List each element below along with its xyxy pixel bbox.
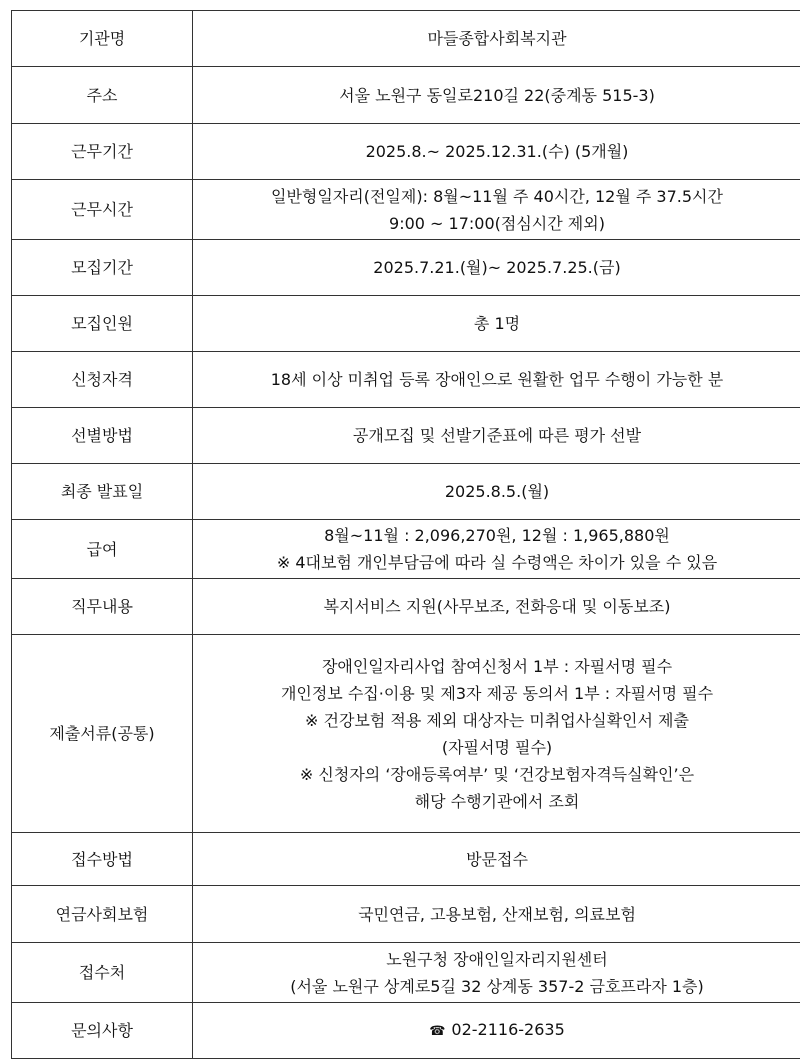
reception-line-2: (서울 노원구 상계로5길 32 상계동 357-2 금호프라자 1층) — [197, 973, 797, 1000]
address-text: 서울 노원구 동일로210길 22(중계동 515-3) — [197, 82, 797, 109]
row-insurance — [12, 886, 800, 943]
address-value — [193, 67, 800, 124]
insurance-label: 연금사회보험 — [12, 886, 193, 943]
insurance-value — [193, 886, 800, 943]
selection-text: 공개모집 및 선발기준표에 따른 평가 선발 — [197, 422, 797, 449]
inquiry-line — [197, 1016, 797, 1045]
documents-value — [193, 635, 800, 833]
recruit-period-label: 모집기간 — [12, 240, 193, 296]
reception-label: 접수처 — [12, 943, 193, 1003]
row-address — [12, 67, 800, 124]
recruit-count-value — [193, 296, 800, 352]
row-job-duties — [12, 579, 800, 635]
salary-label: 급여 — [12, 520, 193, 579]
recruit-period-value — [193, 240, 800, 296]
phone-icon: ☎ — [429, 1024, 445, 1039]
reception-value — [193, 943, 800, 1003]
work-hours-value — [193, 180, 800, 240]
documents-line-1: 장애인일자리사업 참여신청서 1부 : 자필서명 필수 — [197, 653, 797, 680]
work-period-text: 2025.8.~ 2025.12.31.(수) (5개월) — [197, 138, 797, 165]
institution-text: 마들종합사회복지관 — [197, 25, 797, 52]
documents-line-6: 해당 수행기관에서 조회 — [197, 788, 797, 815]
documents-line-5: ※ 신청자의 ‘장애등록여부’ 및 ‘건강보험자격득실확인’은 — [197, 761, 797, 788]
selection-label: 선별방법 — [12, 408, 193, 464]
row-salary — [12, 520, 800, 579]
recruitment-info-table — [11, 10, 800, 1059]
row-work-period — [12, 124, 800, 180]
row-reception — [12, 943, 800, 1003]
recruit-count-label: 모집인원 — [12, 296, 193, 352]
documents-line-4: (자필서명 필수) — [197, 734, 797, 761]
row-eligibility — [12, 352, 800, 408]
selection-value — [193, 408, 800, 464]
documents-line-3: ※ 건강보험 적용 제외 대상자는 미취업사실확인서 제출 — [197, 707, 797, 734]
row-institution — [12, 11, 800, 67]
salary-value — [193, 520, 800, 579]
work-hours-line-1: 일반형일자리(전일제): 8월~11월 주 40시간, 12월 주 37.5시간 — [197, 183, 797, 210]
documents-line-2: 개인정보 수집·이용 및 제3자 제공 동의서 1부 : 자필서명 필수 — [197, 680, 797, 707]
job-duties-value — [193, 579, 800, 635]
work-hours-label: 근무시간 — [12, 180, 193, 240]
address-label: 주소 — [12, 67, 193, 124]
job-duties-label: 직무내용 — [12, 579, 193, 635]
institution-value — [193, 11, 800, 67]
row-work-hours — [12, 180, 800, 240]
institution-label: 기관명 — [12, 11, 193, 67]
row-selection — [12, 408, 800, 464]
work-hours-line-2: 9:00 ~ 17:00(점심시간 제외) — [197, 210, 797, 237]
row-recruit-period — [12, 240, 800, 296]
recruit-period-text: 2025.7.21.(월)~ 2025.7.25.(금) — [197, 254, 797, 281]
inquiry-value — [193, 1003, 800, 1059]
row-announce-date — [12, 464, 800, 520]
work-period-value — [193, 124, 800, 180]
eligibility-label: 신청자격 — [12, 352, 193, 408]
application-method-label: 접수방법 — [12, 833, 193, 886]
announce-date-label: 최종 발표일 — [12, 464, 193, 520]
inquiry-phone: 02-2116-2635 — [451, 1020, 564, 1039]
eligibility-value — [193, 352, 800, 408]
inquiry-label: 문의사항 — [12, 1003, 193, 1059]
eligibility-text: 18세 이상 미취업 등록 장애인으로 원활한 업무 수행이 가능한 분 — [197, 366, 797, 393]
work-period-label: 근무기간 — [12, 124, 193, 180]
insurance-text: 국민연금, 고용보험, 산재보험, 의료보험 — [197, 901, 797, 928]
announce-date-value — [193, 464, 800, 520]
row-application-method — [12, 833, 800, 886]
row-recruit-count — [12, 296, 800, 352]
row-documents — [12, 635, 800, 833]
announce-date-text: 2025.8.5.(월) — [197, 478, 797, 505]
row-inquiry — [12, 1003, 800, 1059]
application-method-value — [193, 833, 800, 886]
salary-note: ※ 4대보험 개인부담금에 따라 실 수령액은 차이가 있을 수 있음 — [197, 549, 797, 576]
documents-label: 제출서류(공통) — [12, 635, 193, 833]
job-duties-text: 복지서비스 지원(사무보조, 전화응대 및 이동보조) — [197, 593, 797, 620]
salary-line-1: 8월~11월 : 2,096,270원, 12월 : 1,965,880원 — [197, 522, 797, 549]
recruit-count-text: 총 1명 — [197, 310, 797, 337]
reception-line-1: 노원구청 장애인일자리지원센터 — [197, 946, 797, 973]
application-method-text: 방문접수 — [197, 846, 797, 873]
